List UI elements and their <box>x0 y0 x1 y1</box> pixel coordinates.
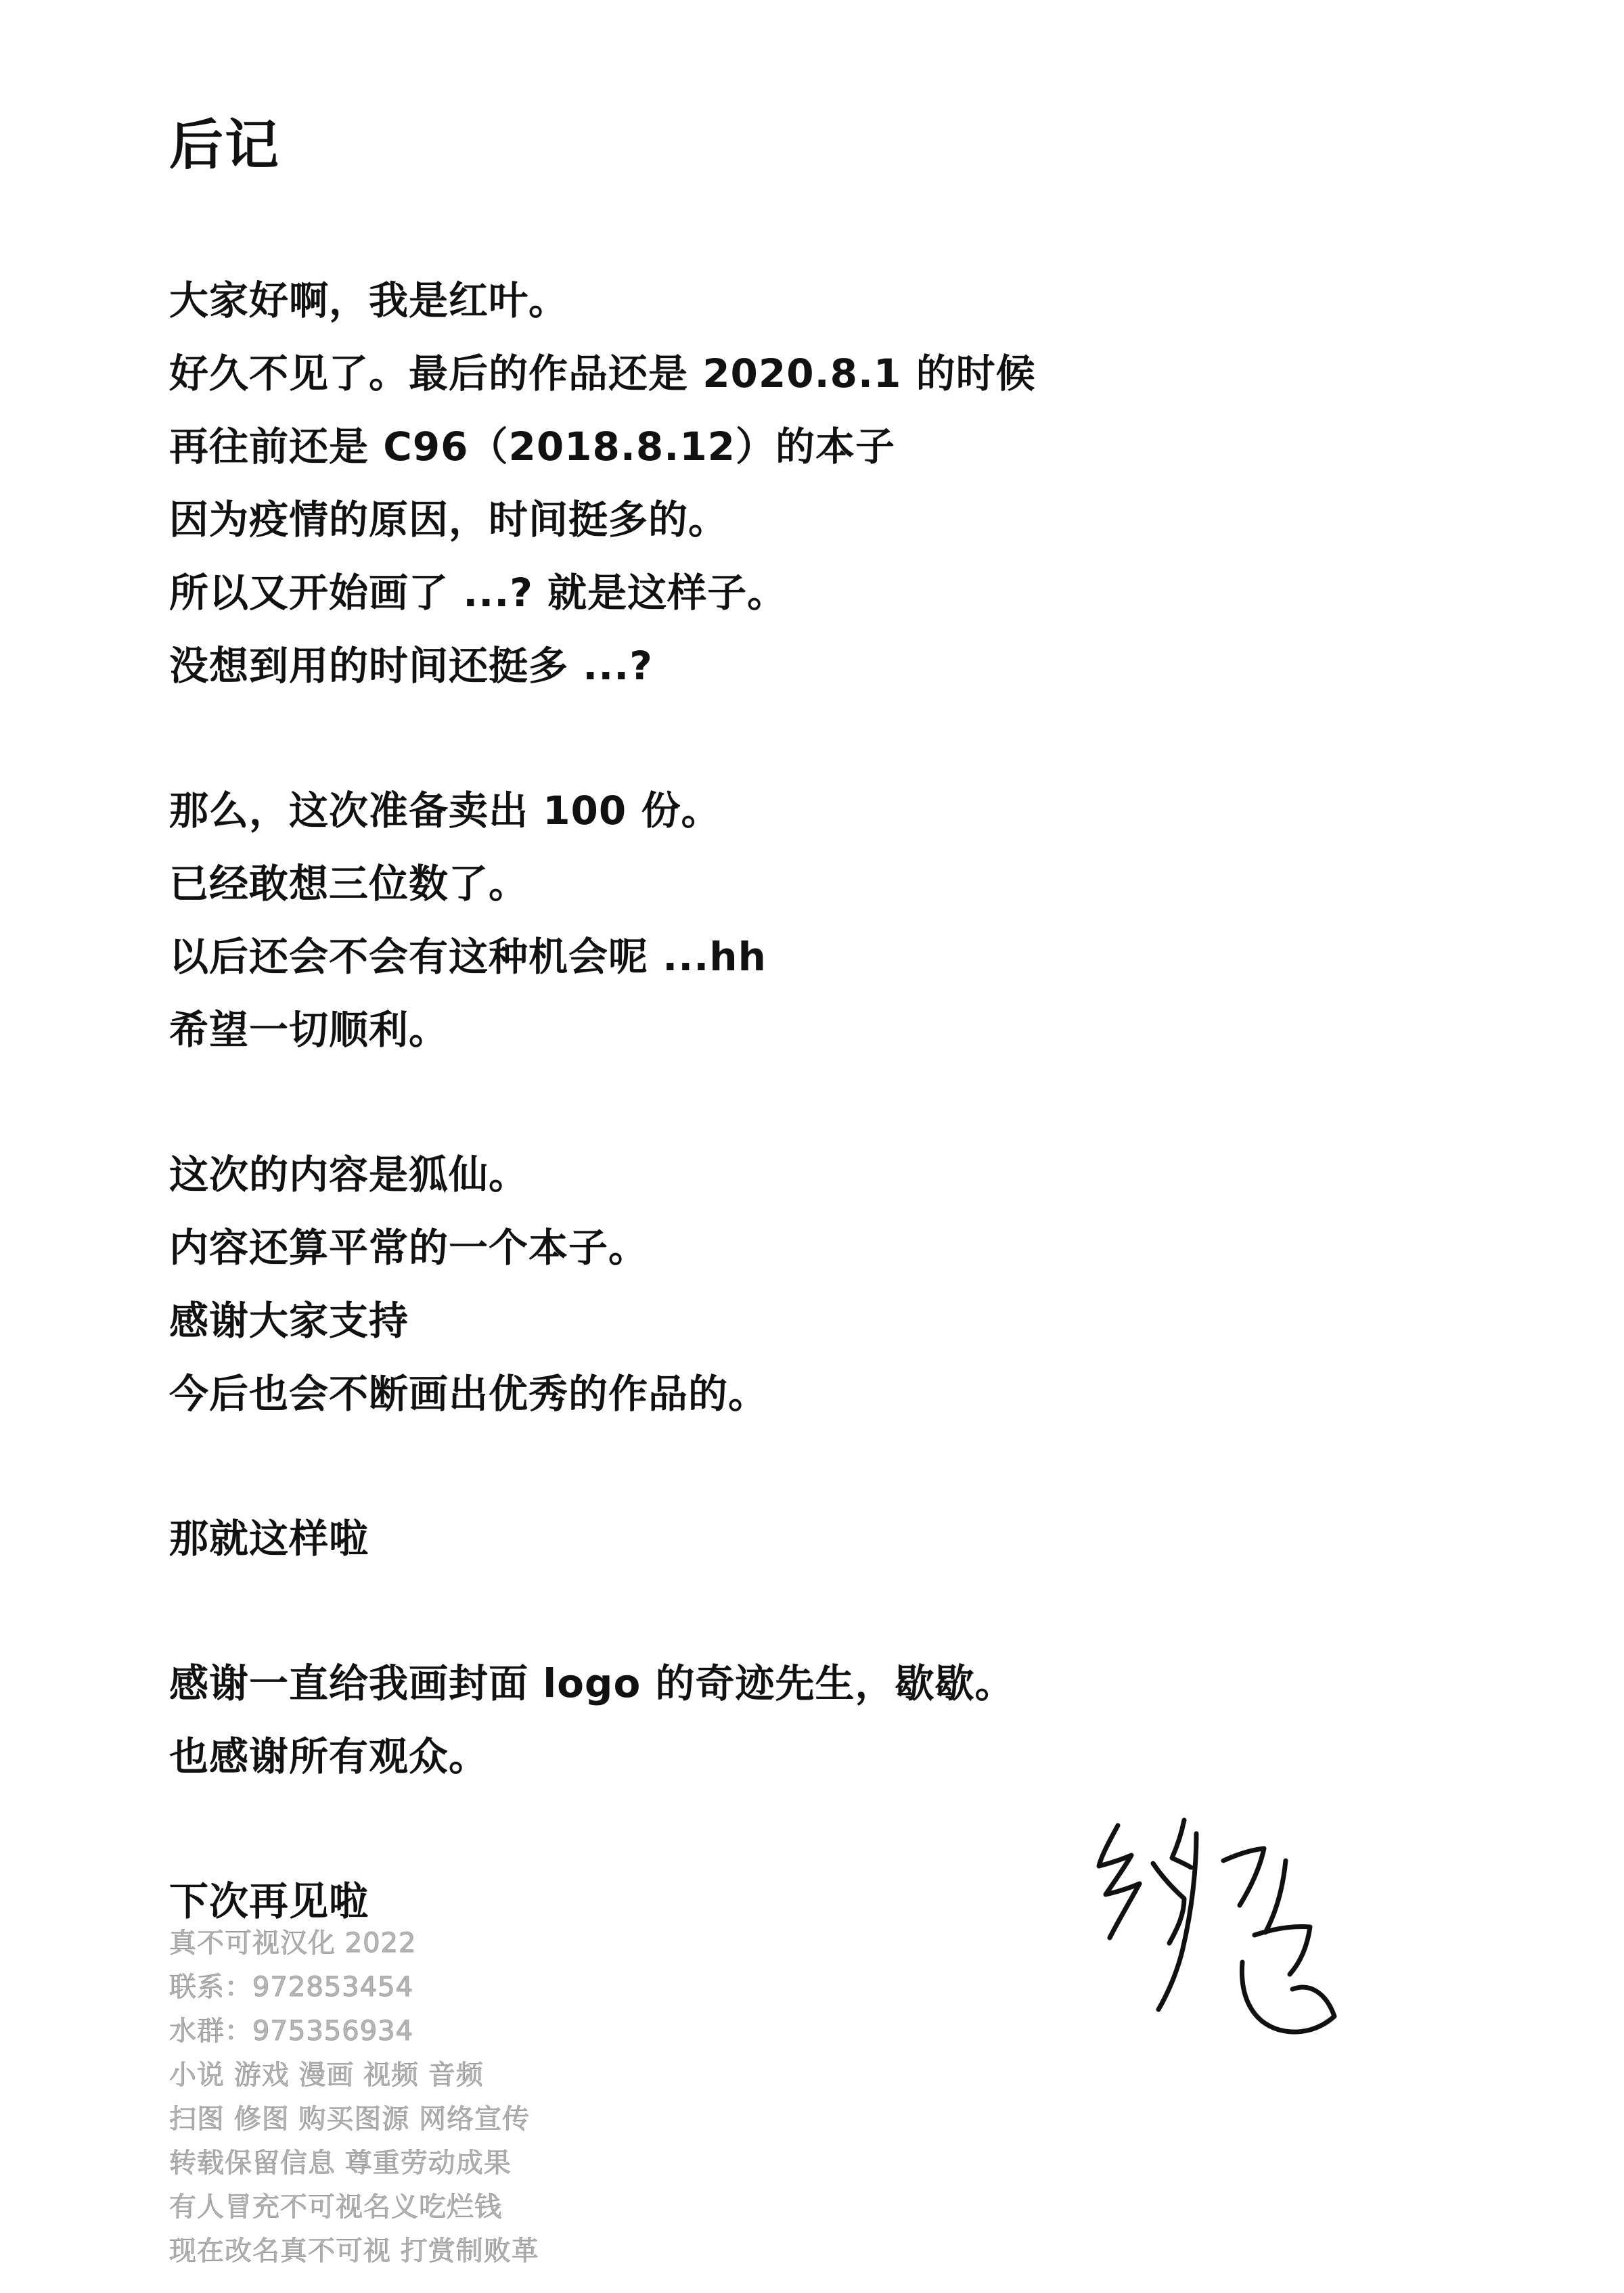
text-line: 那就这样啦 <box>169 1516 369 1562</box>
paragraph-closing <box>169 1502 1455 1575</box>
text-line: 以后还会不会有这种机会呢 ...hh <box>169 934 767 980</box>
text-line: 这次的内容是狐仙。 <box>169 1152 529 1198</box>
text-line: 那么，这次准备卖出 100 份。 <box>169 788 721 834</box>
text-line: 所以又开始画了 ...? 就是这样子。 <box>169 570 788 616</box>
page-title: 后记 <box>169 114 280 177</box>
credit-line: 真不可视汉化 2022 <box>169 1928 417 1959</box>
text-line: 下次再见啦 <box>169 1878 369 1924</box>
paragraph-greeting <box>169 264 1455 702</box>
credit-line: 水群：975356934 <box>169 2016 414 2047</box>
text-line: 内容还算平常的一个本子。 <box>169 1225 649 1271</box>
paragraph-content <box>169 1138 1455 1430</box>
paragraph-thanks <box>169 1647 1455 1793</box>
text-line: 好久不见了。最后的作品还是 2020.8.1 的时候 <box>169 350 1036 396</box>
afterword-body <box>169 264 1455 2010</box>
credit-line: 联系：972853454 <box>169 1972 414 2003</box>
text-line: 没想到用的时间还挺多 ...? <box>169 643 653 689</box>
credit-line: 有人冒充不可视名义吃烂钱 <box>169 2192 502 2223</box>
text-line: 今后也会不断画出优秀的作品的。 <box>169 1371 769 1417</box>
text-line: 感谢一直给我画封面 logo 的奇迹先生，歇歇。 <box>169 1660 1015 1706</box>
credit-line: 小说 游戏 漫画 视频 音频 <box>169 2060 484 2091</box>
text-line: 已经敢想三位数了。 <box>169 861 529 907</box>
credit-line: 转载保留信息 尊重劳动成果 <box>169 2148 512 2179</box>
text-line: 感谢大家支持 <box>169 1298 409 1344</box>
paragraph-sales <box>169 774 1455 1066</box>
text-line: 再往前还是 C96（2018.8.12）的本子 <box>169 424 896 470</box>
translation-credits <box>169 1922 539 2273</box>
text-line: 也感谢所有观众。 <box>169 1733 489 1779</box>
text-line: 大家好啊，我是红叶。 <box>169 277 569 323</box>
text-line: 希望一切顺利。 <box>169 1007 449 1053</box>
credit-line: 扫图 修图 购买图源 网络宣传 <box>169 2104 531 2135</box>
credit-line: 现在改名真不可视 打赏制败革 <box>169 2235 539 2267</box>
text-line: 因为疫情的原因，时间挺多的。 <box>169 497 729 543</box>
handwritten-signature <box>1083 1793 1367 2077</box>
